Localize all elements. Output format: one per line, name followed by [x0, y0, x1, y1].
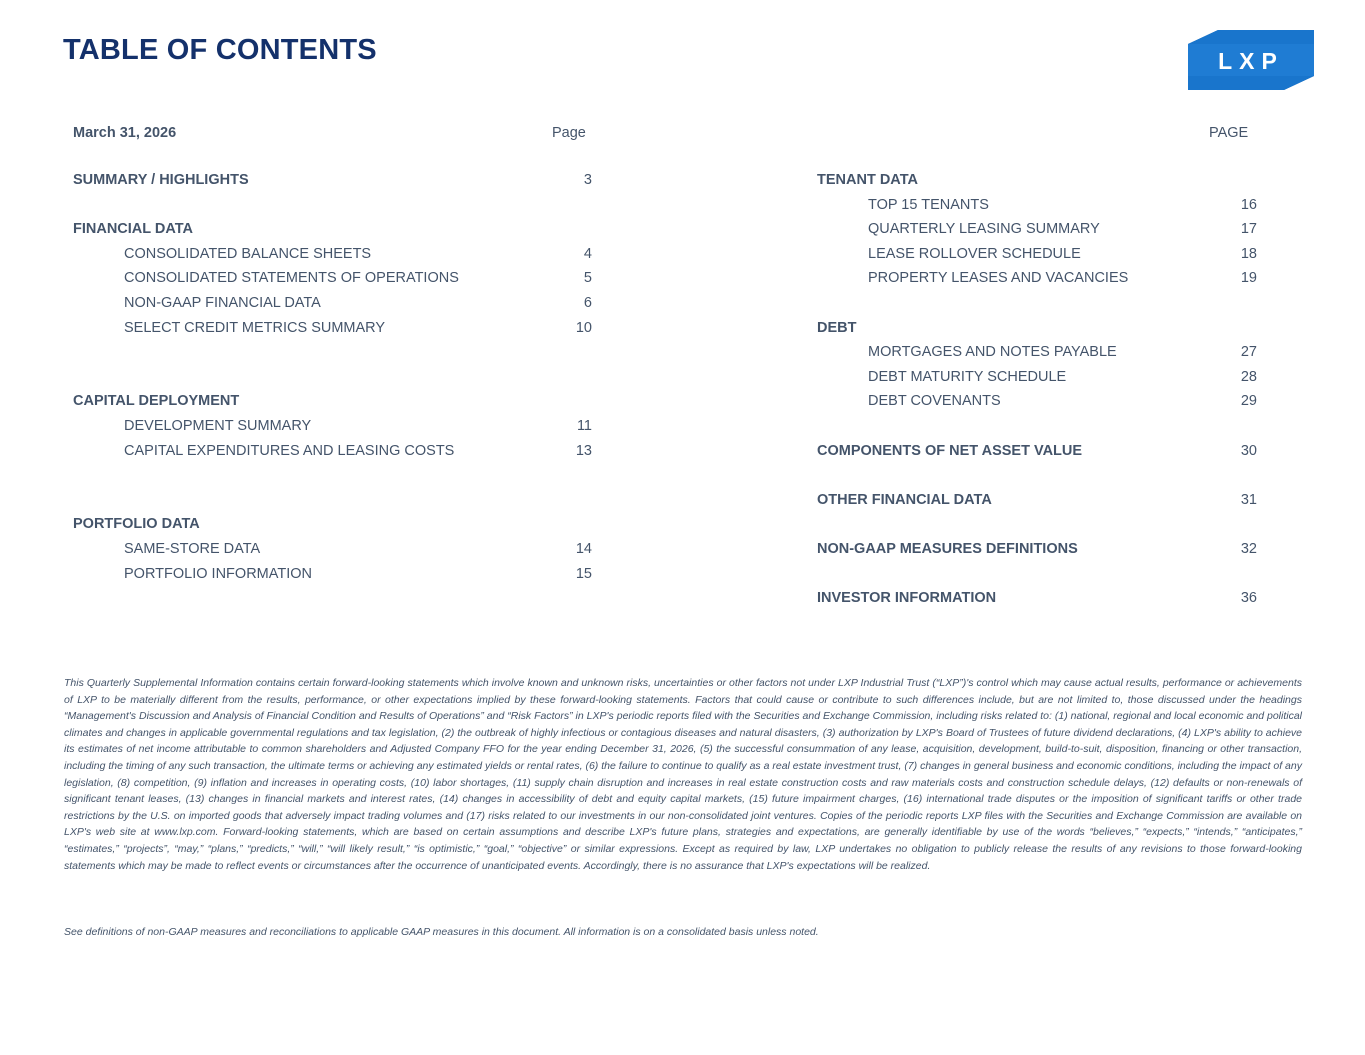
- toc-entry: [73, 268, 593, 293]
- toc-section-label: FINANCIAL DATA: [73, 221, 194, 238]
- toc-section-label: PORTFOLIO DATA: [73, 516, 200, 533]
- toc-entry: [817, 170, 1257, 195]
- logo-text: LXP: [1218, 48, 1284, 74]
- toc-page-number: 32: [1240, 540, 1257, 557]
- toc-spacer: [817, 465, 1257, 490]
- toc-entry: [817, 441, 1257, 466]
- toc-page-number: 16: [1240, 196, 1257, 213]
- right-page-header: PAGE: [1209, 125, 1249, 141]
- page-title: TABLE OF CONTENTS: [63, 34, 377, 66]
- toc-section-label: CAPITAL DEPLOYMENT: [73, 393, 240, 410]
- toc-left-column: [73, 170, 593, 588]
- toc-entry: [73, 514, 593, 539]
- toc-page-number: 18: [1240, 245, 1257, 262]
- toc-item-label: TOP 15 TENANTS: [868, 196, 989, 213]
- toc-item-label: PROPERTY LEASES AND VACANCIES: [868, 270, 1129, 287]
- toc-page-number: 11: [576, 417, 592, 434]
- toc-page-number: 15: [575, 565, 592, 582]
- toc-page-number: 3: [583, 172, 592, 188]
- toc-entry: [817, 318, 1257, 343]
- toc-entry: [817, 539, 1257, 564]
- toc-page-number: 13: [575, 442, 592, 459]
- toc-spacer: [73, 367, 593, 392]
- toc-page-number: 5: [583, 270, 592, 287]
- toc-entry: [73, 391, 593, 416]
- toc-entry: [817, 391, 1257, 416]
- toc-spacer: [73, 465, 593, 490]
- toc-entry: [73, 539, 593, 564]
- toc-spacer: [817, 416, 1257, 441]
- toc-item-label: SELECT CREDIT METRICS SUMMARY: [124, 319, 386, 336]
- toc-entry: [817, 588, 1257, 613]
- toc-item-label: LEASE ROLLOVER SCHEDULE: [868, 245, 1081, 262]
- toc-entry: [73, 219, 593, 244]
- forward-looking-disclaimer: This Quarterly Supplemental Information contains certain forward-looking statements which involve known and unknown risks, uncertainties or other factors not under LXP Industrial Trust (“LXP”)'s control which may cause actual results, performance or achievements of LXP to be materially different from the results, performance, or other expectations implied by these forward-looking statements. Factors that could cause or contribute to such differences include, but are not limited to, those discussed under the headings “Management's Discussion and Analysis of Financial Condition and Results of Operations” and “Risk Factors” in LXP's periodic reports filed with the Securities and Exchange Commission, including risks related to: (1) national, regional and local economic and political climates and changes in applicable governmental regulations and tax legislation, (2) the outbreak of highly infectious or contagious diseases and natural disasters, (3) authorization by LXP's Board of Trustees of future dividend declarations, (4) LXP's ability to achieve its estimates of net income attributable to common shareholders and Adjusted Company FFO for the year ending December 31, 2026, (5) the successful consummation of any lease, acquisition, development, build-to-suit, disposition, financing or other transaction, including the timing of any such transaction, the ultimate terms or achieving any estimated yields or rental rates, (6) the failure to continue to qualify as a real estate investment trust, (7) changes in general business and economic conditions, including the impact of any legislation, (8) competition, (9) inflation and increases in operating costs, (10) labor shortages, (11) supply chain disruption and increases in real estate construction costs and raw materials costs and construction schedule delays, (12) defaults or non-renewals of significant tenant leases, (13) changes in financial markets and interest rates, (14) changes in accessibility of debt and equity capital markets, (15) future impairment charges, (16) international trade disputes or the imposition of significant tariffs or other trade restrictions by the U.S. on imported goods that adversely impact trading volumes and (17) risks related to our investments in our non-consolidated joint ventures. Copies of the periodic reports LXP files with the Securities and Exchange Commission are available on LXP's web site at www.lxp.com. Forward-looking statements, which are based on certain assumptions and describe LXP's future plans, strategies and expectations, are generally identifiable by use of the words “believes,” “expects,” “intends,” “anticipates,” “estimates,” “projects”, “may,” “plans,” “predicts,” “will,” “will likely result,” “is optimistic,” “goal,” “objective” or similar expressions. Except as required by law, LXP undertakes no obligation to publicly release the results of any revisions to those forward-looking statements which may be made to reflect events or circumstances after the occurrence of unanticipated events. Accordingly, there is no assurance that LXP's expectations will be realized.: [64, 677, 1302, 872]
- toc-spacer: [817, 293, 1257, 318]
- toc-entry: [73, 441, 593, 466]
- toc-item-label: DEVELOPMENT SUMMARY: [124, 417, 312, 434]
- toc-entry: [73, 416, 593, 441]
- toc-section-label: DEBT: [817, 319, 857, 336]
- toc-page-number: 4: [583, 245, 592, 262]
- toc-item-label: DEBT MATURITY SCHEDULE: [868, 368, 1067, 385]
- toc-section-label: SUMMARY / HIGHLIGHTS: [73, 172, 249, 188]
- toc-entry: [817, 219, 1257, 244]
- toc-item-label: SAME-STORE DATA: [124, 540, 261, 557]
- toc-spacer: [73, 342, 593, 367]
- toc-item-label: MORTGAGES AND NOTES PAYABLE: [868, 344, 1117, 361]
- toc-item-label: QUARTERLY LEASING SUMMARY: [868, 221, 1100, 238]
- report-date: March 31, 2026: [73, 125, 177, 141]
- toc-entry: [817, 244, 1257, 269]
- toc-entry: [817, 268, 1257, 293]
- toc-page-number: 30: [1240, 442, 1257, 459]
- toc-entry: [817, 195, 1257, 220]
- toc-page-number: 28: [1240, 368, 1257, 385]
- lxp-logo: [1188, 30, 1314, 90]
- toc-entry: [817, 342, 1257, 367]
- toc-spacer: [817, 514, 1257, 539]
- toc-page-number: 14: [575, 540, 592, 557]
- toc-item-label: PORTFOLIO INFORMATION: [124, 565, 312, 582]
- toc-spacer: [73, 195, 593, 220]
- toc-page-number: 6: [583, 294, 592, 311]
- toc-right-column: [817, 170, 1257, 613]
- toc-item-label: CONSOLIDATED BALANCE SHEETS: [124, 245, 372, 262]
- toc-page-number: 36: [1240, 590, 1257, 607]
- toc-entry: [817, 367, 1257, 392]
- toc-entry: [73, 564, 593, 589]
- toc-item-label: CONSOLIDATED STATEMENTS OF OPERATIONS: [124, 270, 459, 287]
- toc-page-number: 31: [1240, 491, 1257, 508]
- toc-page-number: 27: [1240, 344, 1257, 361]
- toc-section-label: TENANT DATA: [817, 172, 918, 188]
- toc-spacer: [817, 564, 1257, 589]
- toc-page-number: 19: [1240, 270, 1257, 287]
- toc-spacer: [73, 490, 593, 515]
- toc-item-label: NON-GAAP FINANCIAL DATA: [124, 294, 321, 311]
- toc-entry: [73, 293, 593, 318]
- toc-page-number: 29: [1240, 393, 1257, 410]
- toc-section-label: NON-GAAP MEASURES DEFINITIONS: [817, 540, 1078, 557]
- toc-entry: [73, 244, 593, 269]
- left-page-header: Page: [552, 125, 586, 141]
- toc-item-label: CAPITAL EXPENDITURES AND LEASING COSTS: [124, 442, 455, 459]
- toc-page-number: 17: [1240, 221, 1257, 238]
- toc-section-label: COMPONENTS OF NET ASSET VALUE: [817, 442, 1083, 459]
- toc-entry: [73, 318, 593, 343]
- toc-entry: [817, 490, 1257, 515]
- toc-item-label: DEBT COVENANTS: [868, 393, 1001, 410]
- non-gaap-note: See definitions of non-GAAP measures and reconciliations to applicable GAAP measures in this document. All information is on a consolidated basis unless noted.: [64, 926, 819, 938]
- toc-entry: [73, 170, 593, 195]
- toc-section-label: INVESTOR INFORMATION: [817, 590, 997, 607]
- toc-page-number: 10: [575, 319, 592, 336]
- toc-section-label: OTHER FINANCIAL DATA: [817, 491, 992, 508]
